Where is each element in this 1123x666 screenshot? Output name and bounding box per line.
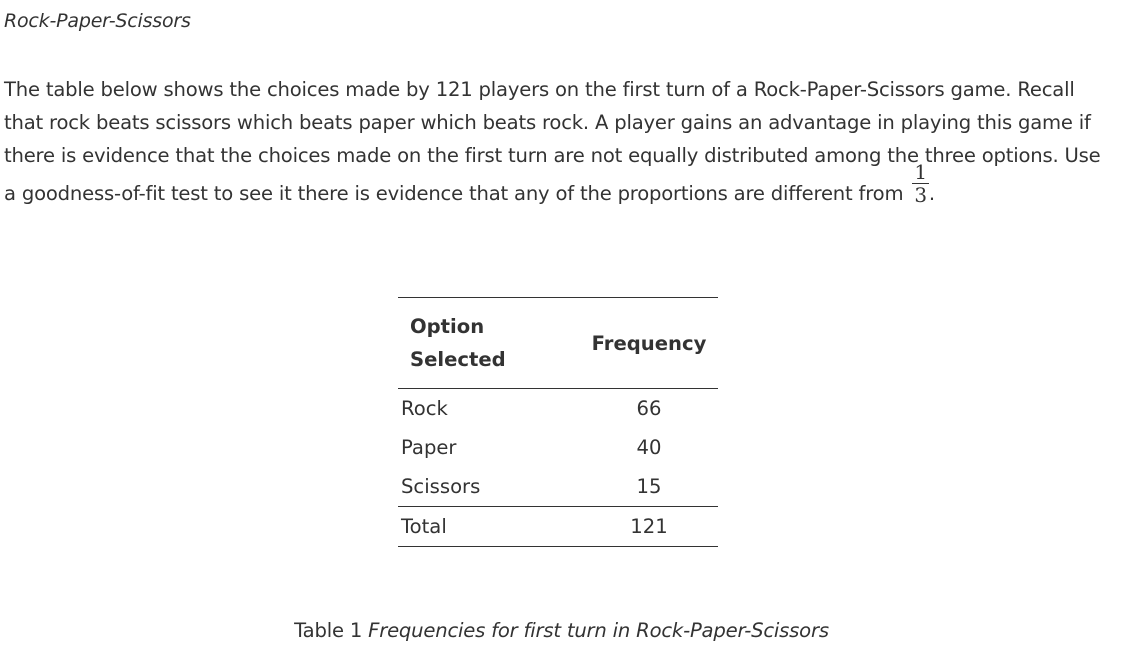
table-caption	[0, 619, 1123, 642]
table-row	[398, 467, 718, 507]
total-frequency: 121	[630, 515, 668, 538]
header-option-line1: Option	[410, 315, 485, 338]
paragraph-end-punct: .	[928, 182, 935, 205]
header-option-line2: Selected	[410, 348, 506, 371]
header-frequency: Frequency	[591, 331, 707, 355]
total-label: Total	[401, 515, 447, 538]
table-header-row	[398, 298, 718, 389]
fraction-numerator: 1	[914, 160, 927, 184]
table-row	[398, 428, 718, 467]
table-total-row	[398, 507, 718, 547]
row-frequency: 66	[636, 397, 662, 420]
problem-paragraph	[4, 73, 1116, 217]
row-frequency: 15	[636, 475, 662, 498]
row-frequency: 40	[636, 436, 662, 459]
problem-text: The table below shows the choices made by 121 players on the first turn of a Rock-Paper-Scissors game. Recall that rock beats scissors which beats paper which beats rock. A player gains an advantage in playing this game if there is evidence that the choices made on the first turn are not equally distributed among the three options. Use a goodness-of-fit test to see it there is evidence that any of the proportions are different from	[4, 78, 1101, 205]
caption-text: Frequencies for first turn in Rock-Paper-Scissors	[368, 619, 829, 642]
header-option-selected	[398, 298, 580, 389]
fraction-one-third	[912, 161, 929, 206]
row-option: Scissors	[401, 475, 481, 498]
row-option: Paper	[401, 436, 457, 459]
frequency-table-wrapper	[398, 297, 718, 547]
frequency-table	[398, 297, 718, 547]
page-heading: Rock-Paper-Scissors	[4, 10, 191, 32]
table-row	[398, 389, 718, 429]
row-option: Rock	[401, 397, 448, 420]
fraction-denominator: 3	[914, 183, 927, 207]
caption-label: Table 1	[294, 619, 363, 642]
